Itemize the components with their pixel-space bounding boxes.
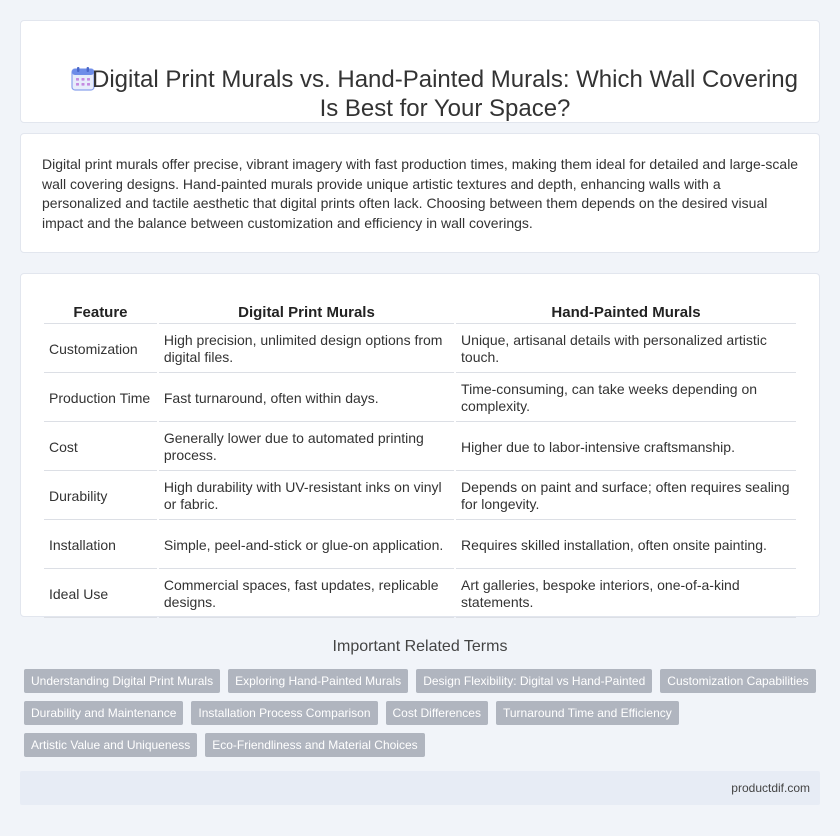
related-term-tag[interactable]: Eco-Friendliness and Material Choices [205,733,424,757]
related-term-tag[interactable]: Artistic Value and Uniqueness [24,733,197,757]
table-row [44,473,796,520]
header-digital: Digital Print Murals [159,298,454,324]
related-term-tag[interactable]: Turnaround Time and Efficiency [496,701,679,725]
row-feature: Durability [44,473,157,520]
table-row [44,424,796,471]
row-digital: Fast turnaround, often within days. [159,375,454,422]
row-feature: Ideal Use [44,571,157,618]
related-term-tag[interactable]: Cost Differences [386,701,488,725]
row-feature: Customization [44,326,157,373]
title-card [20,20,820,123]
header-hand-painted: Hand-Painted Murals [456,298,796,324]
row-digital: Simple, peel-and-stick or glue-on application. [159,522,454,569]
row-hand-painted: Time-consuming, can take weeks depending on complexity. [456,375,796,422]
table-header-row [44,298,796,324]
row-digital: High precision, unlimited design options from digital files. [159,326,454,373]
row-digital: High durability with UV-resistant inks on vinyl or fabric. [159,473,454,520]
intro-card [20,133,820,253]
table-row [44,326,796,373]
row-hand-painted: Depends on paint and surface; often requires sealing for longevity. [456,473,796,520]
related-term-tag[interactable]: Design Flexibility: Digital vs Hand-Painted [416,669,652,693]
row-feature: Cost [44,424,157,471]
related-terms-title: Important Related Terms [332,638,508,655]
row-digital: Commercial spaces, fast updates, replicable designs. [159,571,454,618]
related-terms-tags [24,669,824,765]
related-term-tag[interactable]: Understanding Digital Print Murals [24,669,220,693]
page-title: Digital Print Murals vs. Hand-Painted Murals: Which Wall Covering Is Best for Your Space? [91,66,798,122]
row-hand-painted: Higher due to labor-intensive craftsmanship. [456,424,796,471]
related-term-tag[interactable]: Installation Process Comparison [191,701,377,725]
related-term-tag[interactable]: Exploring Hand-Painted Murals [228,669,408,693]
related-term-tag[interactable]: Durability and Maintenance [24,701,183,725]
table-row [44,522,796,569]
intro-paragraph: Digital print murals offer precise, vibrant imagery with fast production times, making them ideal for detailed and large-scale wall covering designs. Hand-painted murals provide unique artistic textures and depth, enhancing walls with a personalized and tactile aesthetic that digital prints often lack. Choosing between them depends on the desired visual impact and the balance between customization and efficiency in wall coverings. [42,156,799,231]
table-row [44,571,796,618]
comparison-table [42,296,798,620]
comparison-card [20,273,820,617]
table-row [44,375,796,422]
footer [20,771,820,805]
row-feature: Production Time [44,375,157,422]
row-hand-painted: Art galleries, bespoke interiors, one-of-a-kind statements. [456,571,796,618]
row-hand-painted: Requires skilled installation, often onsite painting. [456,522,796,569]
related-term-tag[interactable]: Customization Capabilities [660,669,815,693]
row-feature: Installation [44,522,157,569]
footer-site-name[interactable]: productdif.com [731,781,810,795]
header-feature: Feature [44,298,157,324]
row-hand-painted: Unique, artisanal details with personalized artistic touch. [456,326,796,373]
row-digital: Generally lower due to automated printing process. [159,424,454,471]
